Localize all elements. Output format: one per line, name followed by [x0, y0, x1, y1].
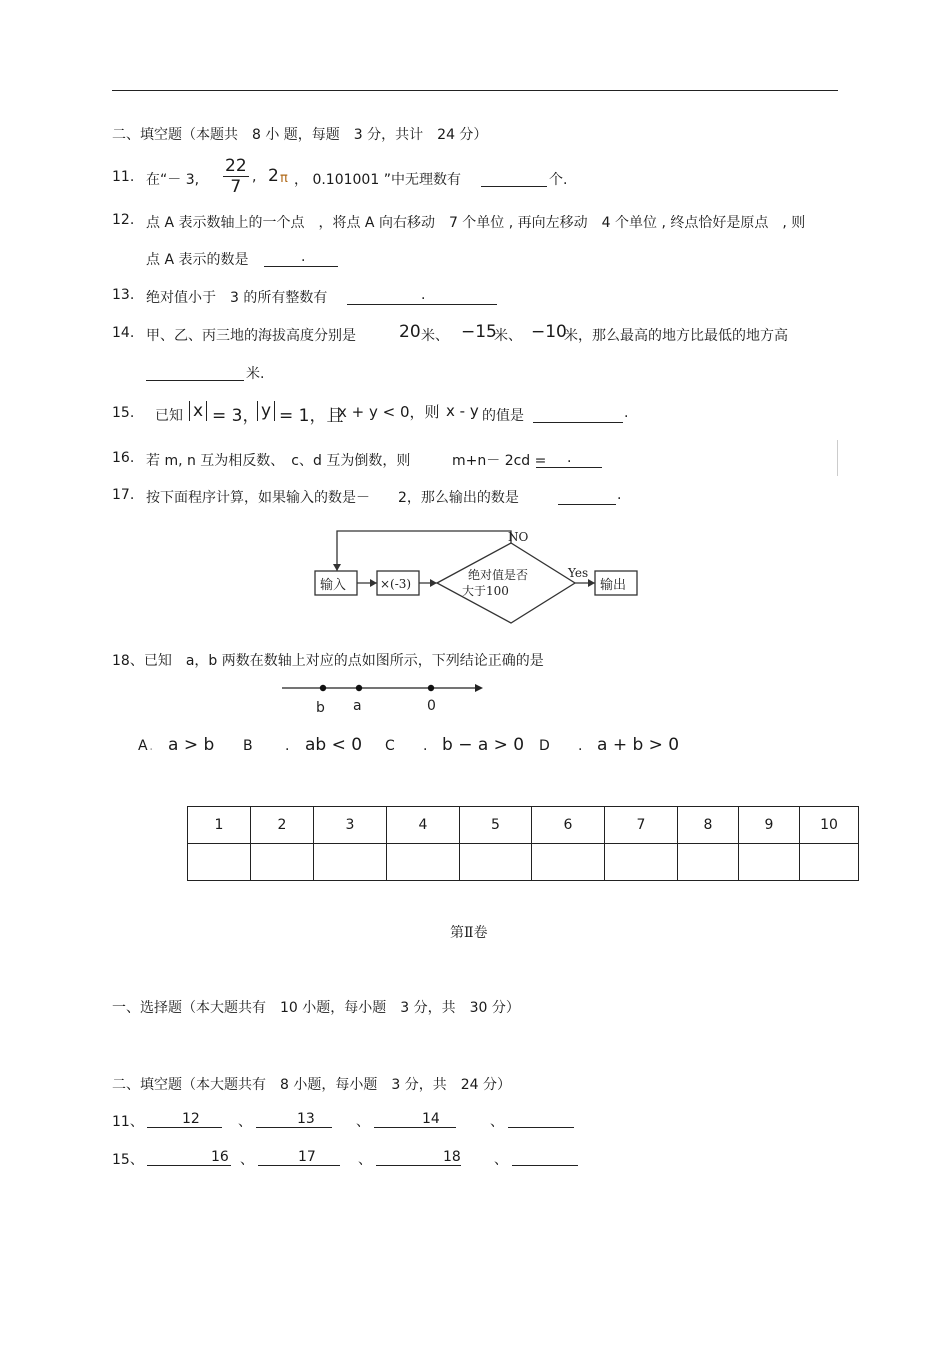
option-c-expression[interactable]: b − a > 0 — [442, 735, 525, 755]
blank-label: 18 — [443, 1149, 461, 1165]
answer-blank — [481, 172, 547, 187]
q-number: 11. — [112, 169, 135, 185]
fraction-denominator: 7 — [230, 177, 242, 197]
q13-text: 绝对值小于 3 的所有整数有 — [146, 290, 328, 306]
q11-text-rest: ， 0.101001 ”中无理数有 — [294, 172, 461, 188]
q11-two: 2 — [268, 166, 279, 186]
point-b — [320, 685, 326, 691]
q11-comma: , — [252, 169, 257, 185]
answer-table — [187, 806, 859, 881]
label-a: a — [353, 698, 362, 714]
q16-text: 若 m, n 互为相反数、 c、d 互为倒数，则 — [146, 453, 411, 469]
flow-yes-label: Yes — [568, 566, 589, 580]
q16-expression: m+n－ 2cd = — [452, 453, 547, 469]
option-b-expression[interactable]: ab < 0 — [305, 735, 363, 755]
question-18: 18、已知 a，b 两数在数轴上对应的点如图所示，下列结论正确的是 — [112, 653, 544, 669]
answer-blank — [146, 366, 244, 381]
eq-3: = 3， — [212, 406, 260, 426]
q14-tail: 米. — [246, 366, 265, 382]
answer-cell[interactable] — [739, 844, 800, 881]
point-a — [356, 685, 362, 691]
blank-label: 17 — [298, 1149, 316, 1165]
table-header-cell: 10 — [800, 807, 859, 844]
answer-cell[interactable] — [800, 844, 859, 881]
q-number: 16. — [112, 450, 135, 466]
flow-condition-line1: 绝对值是否 — [468, 568, 529, 582]
answer-cell[interactable] — [678, 844, 739, 881]
margin-mark — [837, 440, 838, 476]
part-1-title: 一、选择题（本大题共有 10 小题，每小题 3 分，共 30 分） — [112, 1000, 520, 1016]
answer-blank[interactable] — [256, 1113, 332, 1128]
fraction-numerator: 22 — [225, 156, 247, 176]
q-number: 15. — [112, 405, 135, 421]
answer-blank[interactable] — [512, 1151, 578, 1166]
q15-post: 的值是 — [482, 408, 524, 424]
separator: 、 — [240, 1152, 254, 1168]
separator: 、 — [358, 1152, 372, 1168]
abs-x: x — [189, 401, 207, 421]
q11-text-post: 个. — [549, 172, 568, 188]
inequality: x + y < 0，则 — [338, 403, 440, 421]
table-header-cell: 8 — [678, 807, 739, 844]
answer-cell[interactable] — [532, 844, 605, 881]
abs-y: y — [257, 401, 275, 421]
answer-cell[interactable] — [251, 844, 314, 881]
option-c-letter[interactable]: C — [385, 738, 395, 754]
blank-label: 12 — [182, 1111, 200, 1127]
option-d-separator: . — [578, 738, 583, 754]
option-c-separator: . — [423, 738, 428, 754]
table-header-cell: 3 — [314, 807, 387, 844]
fraction-22-7 — [223, 156, 249, 197]
answer-blank — [558, 490, 616, 505]
table-header-cell: 5 — [460, 807, 532, 844]
q14-text-pre: 甲、乙、丙三地的海拔高度分别是 — [146, 328, 356, 344]
table-header-cell: 2 — [251, 807, 314, 844]
blank-label: 13 — [297, 1111, 315, 1127]
decision-diamond — [437, 543, 575, 623]
q12-line2: 点 A 表示的数是 — [146, 252, 249, 268]
answer-cell[interactable] — [387, 844, 460, 881]
table-header-cell: 6 — [532, 807, 605, 844]
separator: 、 — [238, 1114, 252, 1130]
table-header-cell: 1 — [188, 807, 251, 844]
part-2-title: 二、填空题（本大题共有 8 小题，每小题 3 分，共 24 分） — [112, 1077, 511, 1093]
label-b: b — [316, 700, 325, 716]
answer-cell[interactable] — [605, 844, 678, 881]
blank-label: 14 — [422, 1111, 440, 1127]
separator: 、 — [490, 1114, 504, 1130]
q15-pre: 已知 — [155, 408, 183, 424]
q15-end: . — [624, 405, 629, 421]
q-number: 17. — [112, 487, 135, 503]
q-number: 13. — [112, 287, 135, 303]
table-header-row — [188, 807, 859, 844]
flow-condition-line2: 大于100 — [462, 584, 509, 598]
row-start-label: 15、 — [112, 1152, 144, 1168]
answer-cell[interactable] — [460, 844, 532, 881]
eq-1: = 1，且 — [279, 406, 344, 426]
point-origin — [428, 685, 434, 691]
q17-end: . — [617, 487, 622, 503]
table-header-cell: 9 — [739, 807, 800, 844]
option-a-separator: . — [149, 738, 154, 754]
answer-cell[interactable] — [188, 844, 251, 881]
separator: 、 — [494, 1152, 508, 1168]
option-a-letter[interactable]: A — [138, 738, 148, 754]
answer-cell[interactable] — [314, 844, 387, 881]
altitude-1: 20 — [399, 322, 421, 342]
table-answer-row — [188, 844, 859, 881]
q-number: 12. — [112, 212, 135, 228]
section-title: 二、填空题（本题共 8 小 题，每题 3 分，共计 24 分） — [112, 127, 488, 143]
flow-multiply-label: ×(-3) — [380, 577, 412, 591]
pi-symbol: π — [280, 171, 288, 186]
option-a-expression[interactable]: a > b — [168, 735, 215, 755]
table-header-cell: 7 — [605, 807, 678, 844]
volume-2-title: 第Ⅱ卷 — [450, 925, 488, 941]
unit-2: 米、 — [494, 328, 522, 344]
blank-dot: . — [421, 287, 426, 303]
row-start-label: 11、 — [112, 1114, 144, 1130]
header-rule — [112, 90, 838, 91]
q-number: 14. — [112, 325, 135, 341]
altitude-2: −15 — [461, 322, 497, 342]
separator: 、 — [356, 1114, 370, 1130]
table-header-cell: 4 — [387, 807, 460, 844]
option-b-letter[interactable]: B — [243, 738, 253, 754]
blank-dot: . — [301, 249, 306, 265]
answer-blank[interactable] — [508, 1113, 574, 1128]
expression: x - y — [446, 402, 479, 420]
answer-blank — [533, 408, 623, 423]
option-d-expression[interactable]: a + b > 0 — [597, 735, 680, 755]
label-zero: 0 — [427, 698, 436, 714]
unit-1: 米、 — [421, 328, 449, 344]
answer-blank[interactable] — [374, 1113, 456, 1128]
q14-text-rest: 米，那么最高的地方比最低的地方高 — [564, 328, 788, 344]
q12-line1: 点 A 表示数轴上的一个点 ，将点 A 向右移动 7 个单位 , 再向左移动 4 个单位 , 终点恰好是原点 , 则 — [146, 215, 806, 231]
q17-text: 按下面程序计算，如果输入的数是－ 2，那么输出的数是 — [146, 490, 519, 506]
flow-input-label: 输入 — [320, 578, 347, 593]
q11-text-pre: 在“－ 3, — [146, 172, 200, 188]
altitude-3: −10 — [531, 322, 567, 342]
blank-label: 16 — [211, 1149, 229, 1165]
flow-output-label: 输出 — [600, 578, 627, 593]
option-d-letter[interactable]: D — [539, 738, 550, 754]
option-b-separator: . — [285, 738, 290, 754]
blank-dot: . — [567, 450, 572, 466]
flow-no-label: NO — [508, 530, 529, 544]
flowchart — [310, 525, 650, 630]
number-line — [280, 678, 490, 718]
